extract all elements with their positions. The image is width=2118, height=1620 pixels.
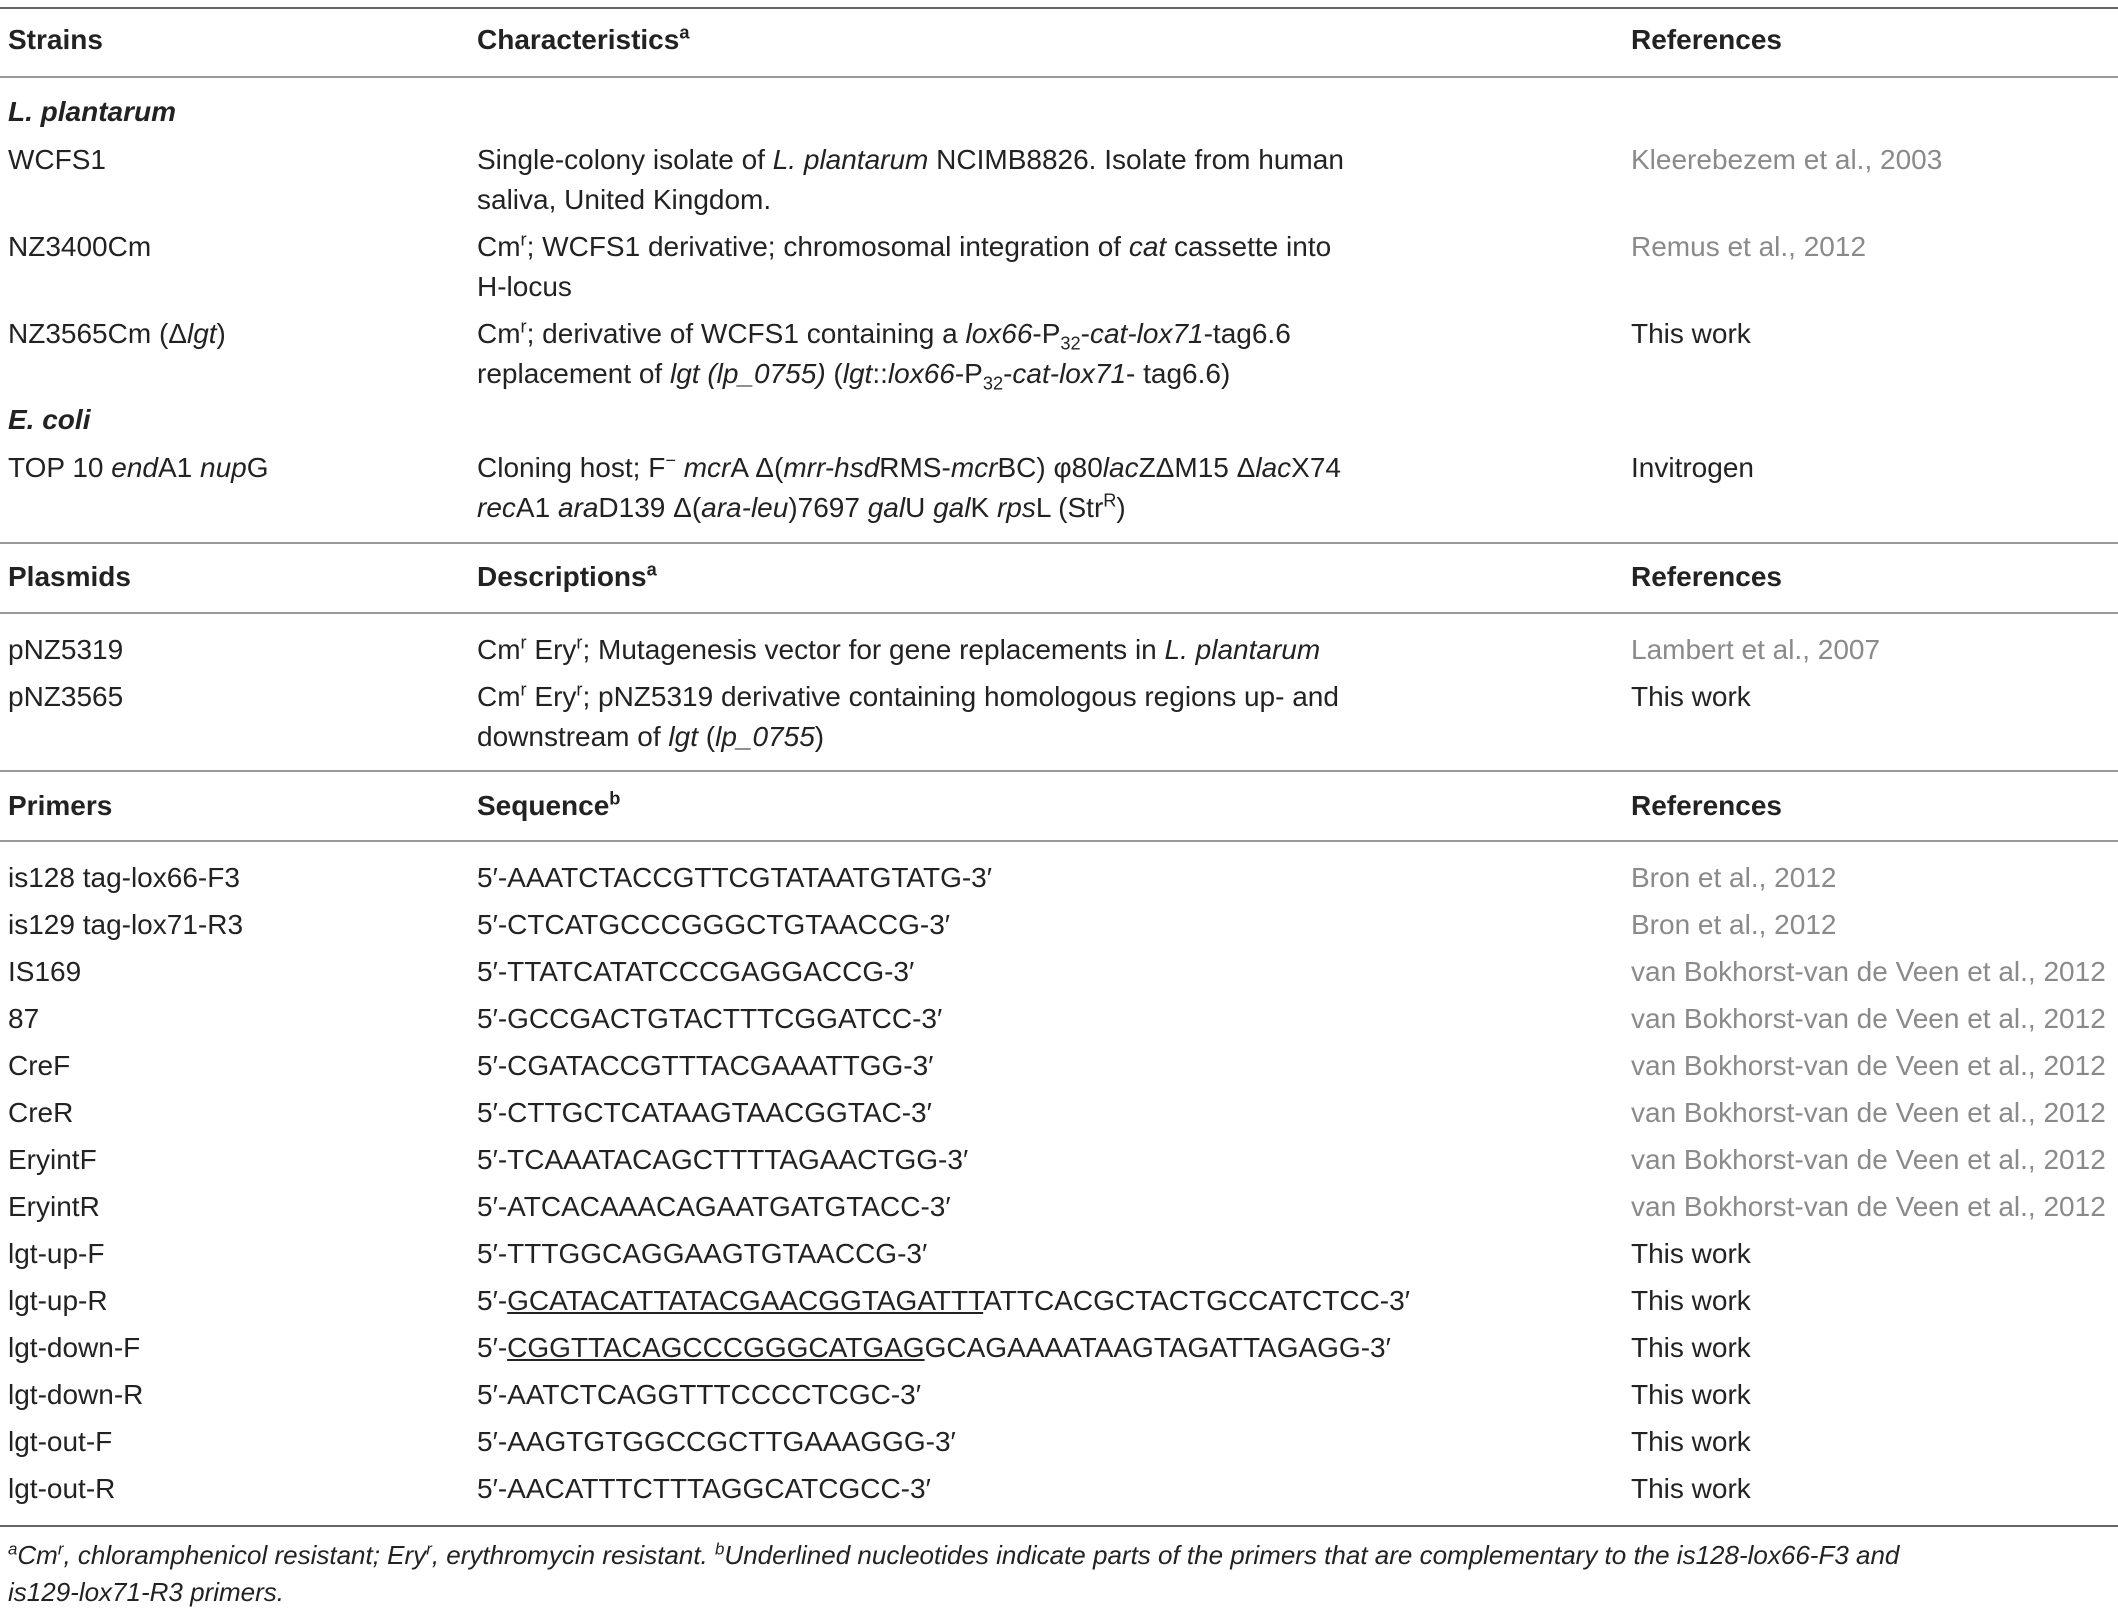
reference-text: Invitrogen bbox=[1631, 452, 1754, 483]
plasmid-description: Cm$^r$ Ery$^r$; pNZ5319 derivative containing homologous regions up- and bbox=[477, 679, 1339, 712]
header-references: References bbox=[1631, 561, 1782, 592]
header-references: References bbox=[1631, 790, 1782, 821]
plasmid-name: pNZ5319 bbox=[8, 634, 124, 665]
primer-name: EryintR bbox=[8, 1191, 100, 1222]
primer-sequence: 5′-CTCATGCCCGGGCTGTAACCG-3′ bbox=[477, 909, 951, 940]
header-strains: Strains bbox=[8, 24, 103, 55]
primer-sequence: 5′-GCCGACTGTACTTTCGGATCC-3′ bbox=[477, 1003, 943, 1034]
primer-sequence: 5′-CGATACCGTTTACGAAATTGG-3′ bbox=[477, 1050, 934, 1081]
strain-characteristics: Cloning host; F− mcrA Δ(mrr-hsdRMS-mcrBC) φ80lacZΔM15 ΔlacX74 bbox=[477, 450, 1341, 483]
reference-text: This work bbox=[1631, 1379, 1751, 1410]
header-rule-primers bbox=[0, 840, 2118, 842]
underlined-nucleotides: CGGTTACAGCCCGGGCATGAG bbox=[507, 1332, 925, 1363]
reference-text: This work bbox=[1631, 1426, 1751, 1457]
reference-text: This work bbox=[1631, 1285, 1751, 1316]
reference-link[interactable]: van Bokhorst-van de Veen et al., 2012 bbox=[1631, 1050, 2106, 1081]
reference-text: This work bbox=[1631, 1473, 1751, 1504]
primer-sequence: 5′-AACATTTCTTTAGGCATCGCC-3′ bbox=[477, 1473, 931, 1504]
section-rule-plasmids bbox=[0, 542, 2118, 544]
primer-name: is128 tag-lox66-F3 bbox=[8, 862, 240, 893]
primer-name: lgt-down-R bbox=[8, 1379, 144, 1410]
reference-link[interactable]: van Bokhorst-van de Veen et al., 2012 bbox=[1631, 1097, 2106, 1128]
reference-text: This work bbox=[1631, 318, 1751, 349]
table-footnote: $^a$Cm$^r$, chloramphenicol resistant; Ery$^r$, erythromycin resistant. $^b$Underlined nucleotides indicate parts of the primers that are complementary to the is128-lox66-F3 and is129-lox71-R3 primers. bbox=[8, 1539, 1900, 1607]
strain-name: WCFS1 bbox=[8, 144, 106, 175]
reference-link[interactable]: Bron et al., 2012 bbox=[1631, 862, 1837, 893]
primer-name: is129 tag-lox71-R3 bbox=[8, 909, 244, 940]
strain-name: TOP 10 endA1 nupG bbox=[8, 452, 269, 483]
strain-name: NZ3565Cm (Δlgt) bbox=[8, 318, 226, 349]
primer-sequence: 5′-CTTGCTCATAAGTAACGGTAC-3′ bbox=[477, 1097, 932, 1128]
reference-link[interactable]: Kleerebezem et al., 2003 bbox=[1631, 144, 1943, 175]
primer-name: lgt-down-F bbox=[8, 1332, 141, 1363]
strain-characteristics: Cm$^r$; WCFS1 derivative; chromosomal integration of cat cassette into bbox=[477, 229, 1332, 262]
reference-link[interactable]: Bron et al., 2012 bbox=[1631, 909, 1837, 940]
reference-text: This work bbox=[1631, 1238, 1751, 1269]
reference-link[interactable]: Lambert et al., 2007 bbox=[1631, 634, 1881, 665]
primer-sequence: 5′-TTATCATATCCCGAGGACCG-3′ bbox=[477, 956, 915, 987]
reference-link[interactable]: van Bokhorst-van de Veen et al., 2012 bbox=[1631, 1191, 2106, 1222]
header-primers: Primers bbox=[8, 790, 113, 821]
primer-name: lgt-up-R bbox=[8, 1285, 108, 1316]
primer-name: EryintF bbox=[8, 1144, 97, 1175]
header-characteristics: Characteristics$^a$ bbox=[477, 22, 690, 55]
primer-sequence: 5′-TCAAATACAGCTTTTAGAACTGG-3′ bbox=[477, 1144, 969, 1175]
section-lplantarum: L. plantarum bbox=[8, 96, 177, 127]
reference-link[interactable]: van Bokhorst-van de Veen et al., 2012 bbox=[1631, 1003, 2106, 1034]
table-bottom-rule bbox=[0, 1525, 2118, 1527]
header-references: References bbox=[1631, 24, 1782, 55]
strain-name: NZ3400Cm bbox=[8, 231, 152, 262]
header-rule-strains bbox=[0, 76, 2118, 78]
primer-sequence: 5′-CGGTTACAGCCCGGGCATGAGGCAGAAAATAAGTAGATTAGAGG-3′ bbox=[477, 1332, 1391, 1363]
primer-name: lgt-up-F bbox=[8, 1238, 105, 1269]
section-rule-primers bbox=[0, 770, 2118, 772]
primer-sequence: 5′-AAATCTACCGTTCGTATAATGTATG-3′ bbox=[477, 862, 993, 893]
primer-name: lgt-out-R bbox=[8, 1473, 116, 1504]
header-sequence: Sequence$^b$ bbox=[477, 788, 621, 821]
reference-link[interactable]: van Bokhorst-van de Veen et al., 2012 bbox=[1631, 1144, 2106, 1175]
strain-characteristics-cont: replacement of lgt (lp_0755) ($\lg t::lox66-P_{32}-cat-lox71-$ tag6.6) bbox=[477, 358, 1231, 394]
primer-sequence: 5′-GCATACATTATACGAACGGTAGATTTATTCACGCTACTGCCATCTCC-3′ bbox=[477, 1285, 1410, 1316]
primer-sequence: 5′-TTTGGCAGGAAGTGTAACCG-3′ bbox=[477, 1238, 928, 1269]
strain-characteristics-cont: H-locus bbox=[477, 271, 572, 302]
header-plasmids: Plasmids bbox=[8, 561, 131, 592]
reference-link[interactable]: Remus et al., 2012 bbox=[1631, 231, 1867, 262]
primer-name: lgt-out-F bbox=[8, 1426, 113, 1457]
primer-name: CreF bbox=[8, 1050, 71, 1081]
primer-name: 87 bbox=[8, 1003, 40, 1034]
underlined-nucleotides: GCATACATTATACGAACGGTAGATTT bbox=[507, 1285, 984, 1316]
plasmid-name: pNZ3565 bbox=[8, 681, 124, 712]
strain-characteristics: Single-colony isolate of L. plantarum NCIMB8826. Isolate from human bbox=[477, 144, 1344, 175]
primer-name: IS169 bbox=[8, 956, 82, 987]
header-rule-plasmids bbox=[0, 612, 2118, 614]
reference-text: This work bbox=[1631, 681, 1751, 712]
reference-text: This work bbox=[1631, 1332, 1751, 1363]
primer-name: CreR bbox=[8, 1097, 74, 1128]
primer-sequence: 5′-ATCACAAACAGAATGATGTACC-3′ bbox=[477, 1191, 951, 1222]
primer-sequence: 5′-AATCTCAGGTTTCCCCTCGC-3′ bbox=[477, 1379, 921, 1410]
strain-characteristics-cont: recA1 araD139 Δ(ara-leu)7697 galU galK rpsL (Str$^R$) bbox=[477, 490, 1126, 523]
reference-link[interactable]: van Bokhorst-van de Veen et al., 2012 bbox=[1631, 956, 2106, 987]
strain-characteristics: Cm$^r$; derivative of WCFS1 containing a $lox66-P_{32}-cat-lox71-tag6.6$ bbox=[477, 316, 1291, 354]
strain-characteristics-cont: saliva, United Kingdom. bbox=[477, 184, 772, 215]
primer-sequence: 5′-AAGTGTGGCCGCTTGAAAGGG-3′ bbox=[477, 1426, 956, 1457]
plasmid-description: Cm$^r$ Ery$^r$; Mutagenesis vector for gene replacements in L. plantarum bbox=[477, 632, 1321, 665]
table-top-rule bbox=[0, 7, 2118, 9]
section-ecoli: E. coli bbox=[8, 404, 91, 435]
header-descriptions: Descriptions$^a$ bbox=[477, 559, 657, 592]
plasmid-description-cont: downstream of lgt (lp_0755) bbox=[477, 721, 825, 752]
